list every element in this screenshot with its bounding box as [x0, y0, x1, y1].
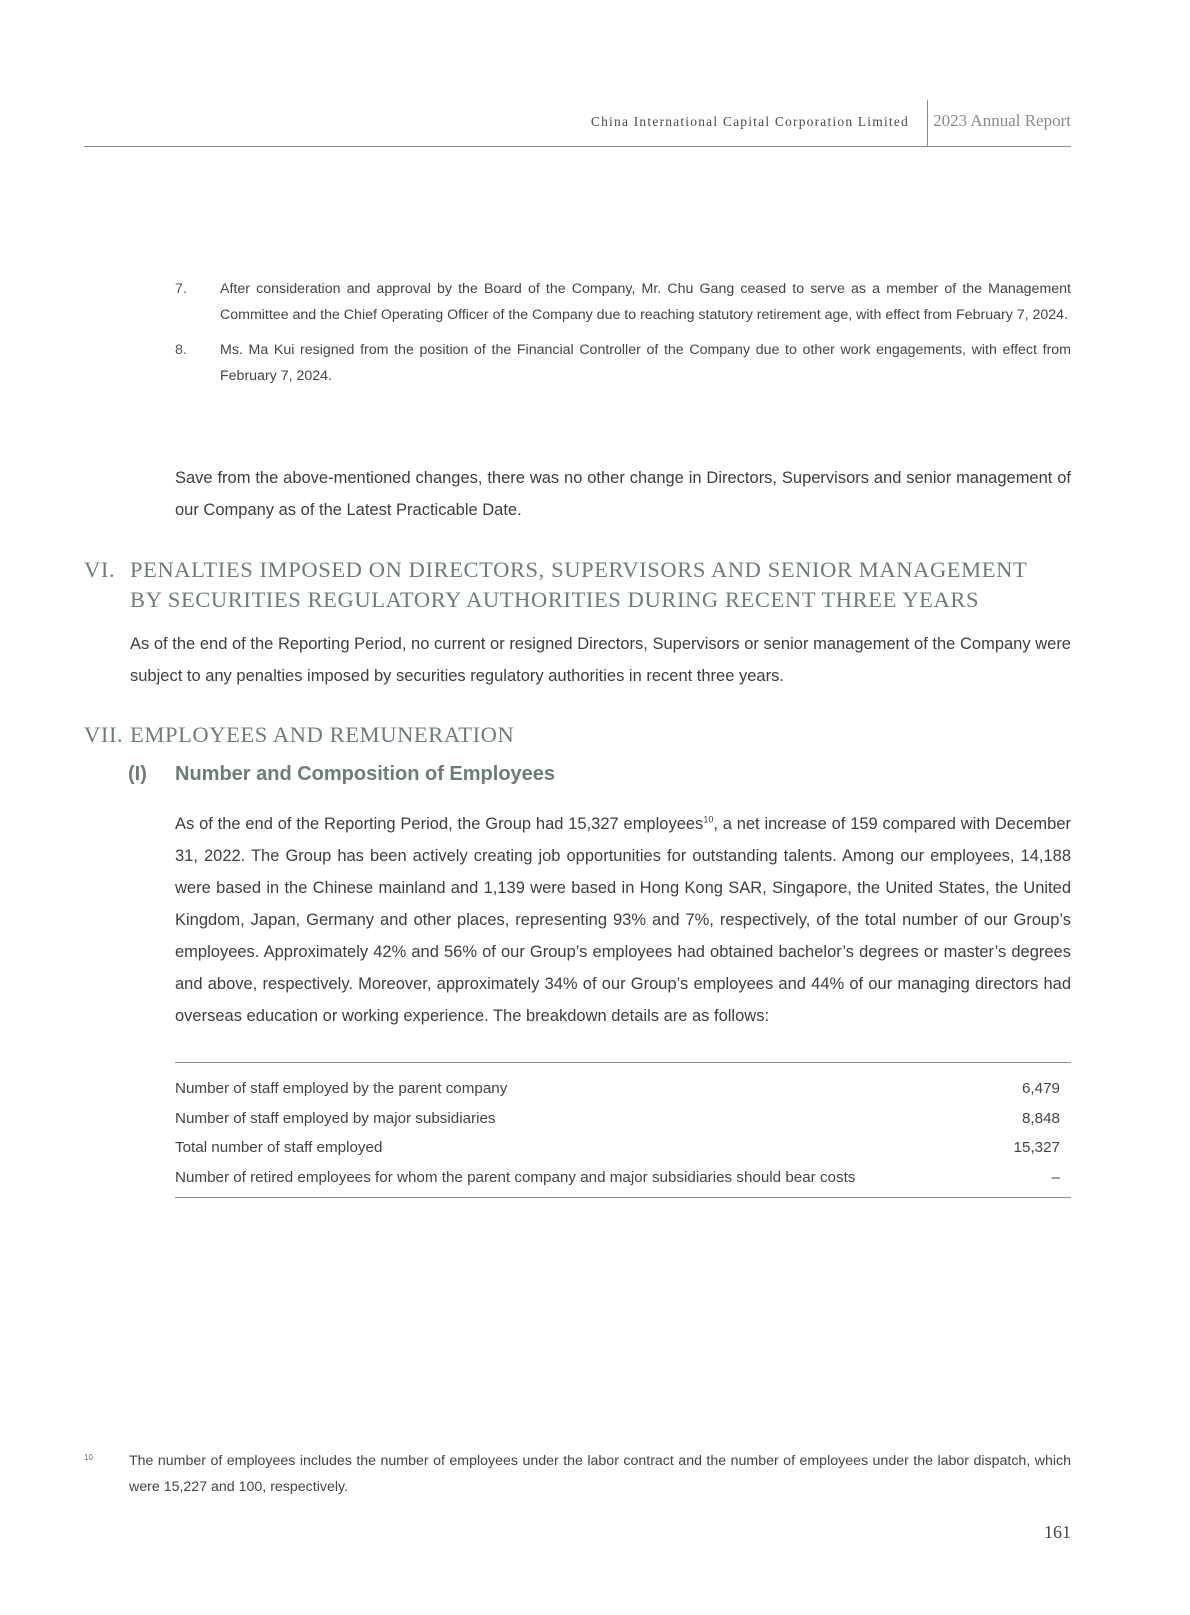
table-row: [175, 1074, 1071, 1104]
row-label: Number of retired employees for whom the parent company and major subsidiaries should bear costs: [175, 1168, 856, 1186]
table-row: [175, 1163, 1071, 1193]
subsection-heading: [128, 763, 555, 786]
employees-paragraph-part2: , a net increase of 159 compared with December 31, 2022. The Group has been actively creating job opportunities for outstanding talents. Among our employees, 14,188 were based in the Chinese mainland and 1,139 were based in Hong Kong SAR, Singapore, the United States, the United Kingdom, Japan, Germany and other places, representing 93% and 7%, respectively, of the total number of our Group’s employees. Approximately 42% and 56% of our Group’s employees had obtained bachelor’s degrees or master’s degrees and above, respectively. Moreover, approximately 34% of our Group’s employees and 44% of our managing directors had overseas education or working experience. The breakdown details are as follows:: [175, 815, 1071, 1025]
page-number: 161: [1044, 1522, 1071, 1542]
footnote-reference[interactable]: 10: [703, 814, 714, 825]
section-vii-title: EMPLOYEES AND REMUNERATION: [130, 722, 515, 747]
list-item-number: 8.: [175, 342, 187, 358]
row-label: Total number of staff employed: [175, 1139, 383, 1156]
row-value: 15,327: [1013, 1139, 1060, 1156]
subsection-title: Number and Composition of Employees: [175, 763, 556, 785]
report-title: 2023 Annual Report: [933, 111, 1071, 130]
row-label: Number of staff employed by major subsidiaries: [175, 1109, 496, 1127]
company-name: China International Capital Corporation Limited: [590, 114, 909, 129]
save-paragraph: Save from the above-mentioned changes, there was no other change in Directors, Supervisors and senior management of our Company as of the Latest Practicable Date.: [175, 469, 1071, 519]
list-item-text: Ms. Ma Kui resigned from the position of the Financial Controller of the Company due to other work engagements, with effect from February 7, 2024.: [220, 342, 1071, 384]
footnote-text: The number of employees includes the number of employees under the labor contract and the number of employees under the labor dispatch, which were 15,227 and 100, respectively.: [129, 1453, 1071, 1495]
staff-table: [175, 1062, 1071, 1198]
list-item-number: 7.: [175, 281, 187, 297]
changes-list: [175, 276, 1071, 398]
section-vi-title-line2: BY SECURITIES REGULATORY AUTHORITIES DURING RECENT THREE YEARS: [130, 587, 980, 612]
section-vi-title-line1: PENALTIES IMPOSED ON DIRECTORS, SUPERVISORS AND SENIOR MANAGEMENT: [130, 557, 1028, 582]
section-vi-heading: [84, 555, 1074, 615]
section-vii-number: VII.: [84, 722, 124, 747]
section-vii-heading: [84, 720, 514, 750]
employees-paragraph: [175, 808, 1071, 1032]
row-value: 6,479: [1021, 1080, 1060, 1097]
list-item: [175, 276, 1071, 328]
row-value: –: [1051, 1168, 1060, 1186]
table-row: [175, 1133, 1071, 1163]
page-header: [84, 100, 1071, 147]
row-label: Number of staff employed by the parent company: [175, 1080, 508, 1097]
section-vi-number: VI.: [84, 557, 116, 582]
footnote-number: 10: [84, 1453, 93, 1462]
footnote: [84, 1448, 1071, 1500]
row-value: 8,848: [1021, 1109, 1060, 1127]
list-item: [175, 337, 1071, 389]
penalties-paragraph: As of the end of the Reporting Period, no current or resigned Directors, Supervisors or senior management of the Company were subject to any penalties imposed by securities regulatory authorities in recent three years.: [130, 635, 1071, 685]
table-row: [175, 1104, 1071, 1134]
list-item-text: After consideration and approval by the Board of the Company, Mr. Chu Gang ceased to serve as a member of the Management Committee and the Chief Operating Officer of the Company due to reaching statutory retirement age, with effect from February 7, 2024.: [220, 281, 1071, 323]
header-divider: [927, 100, 928, 146]
subsection-number: (I): [128, 763, 147, 785]
employees-paragraph-part1: As of the end of the Reporting Period, the Group had 15,327 employees: [175, 815, 704, 833]
